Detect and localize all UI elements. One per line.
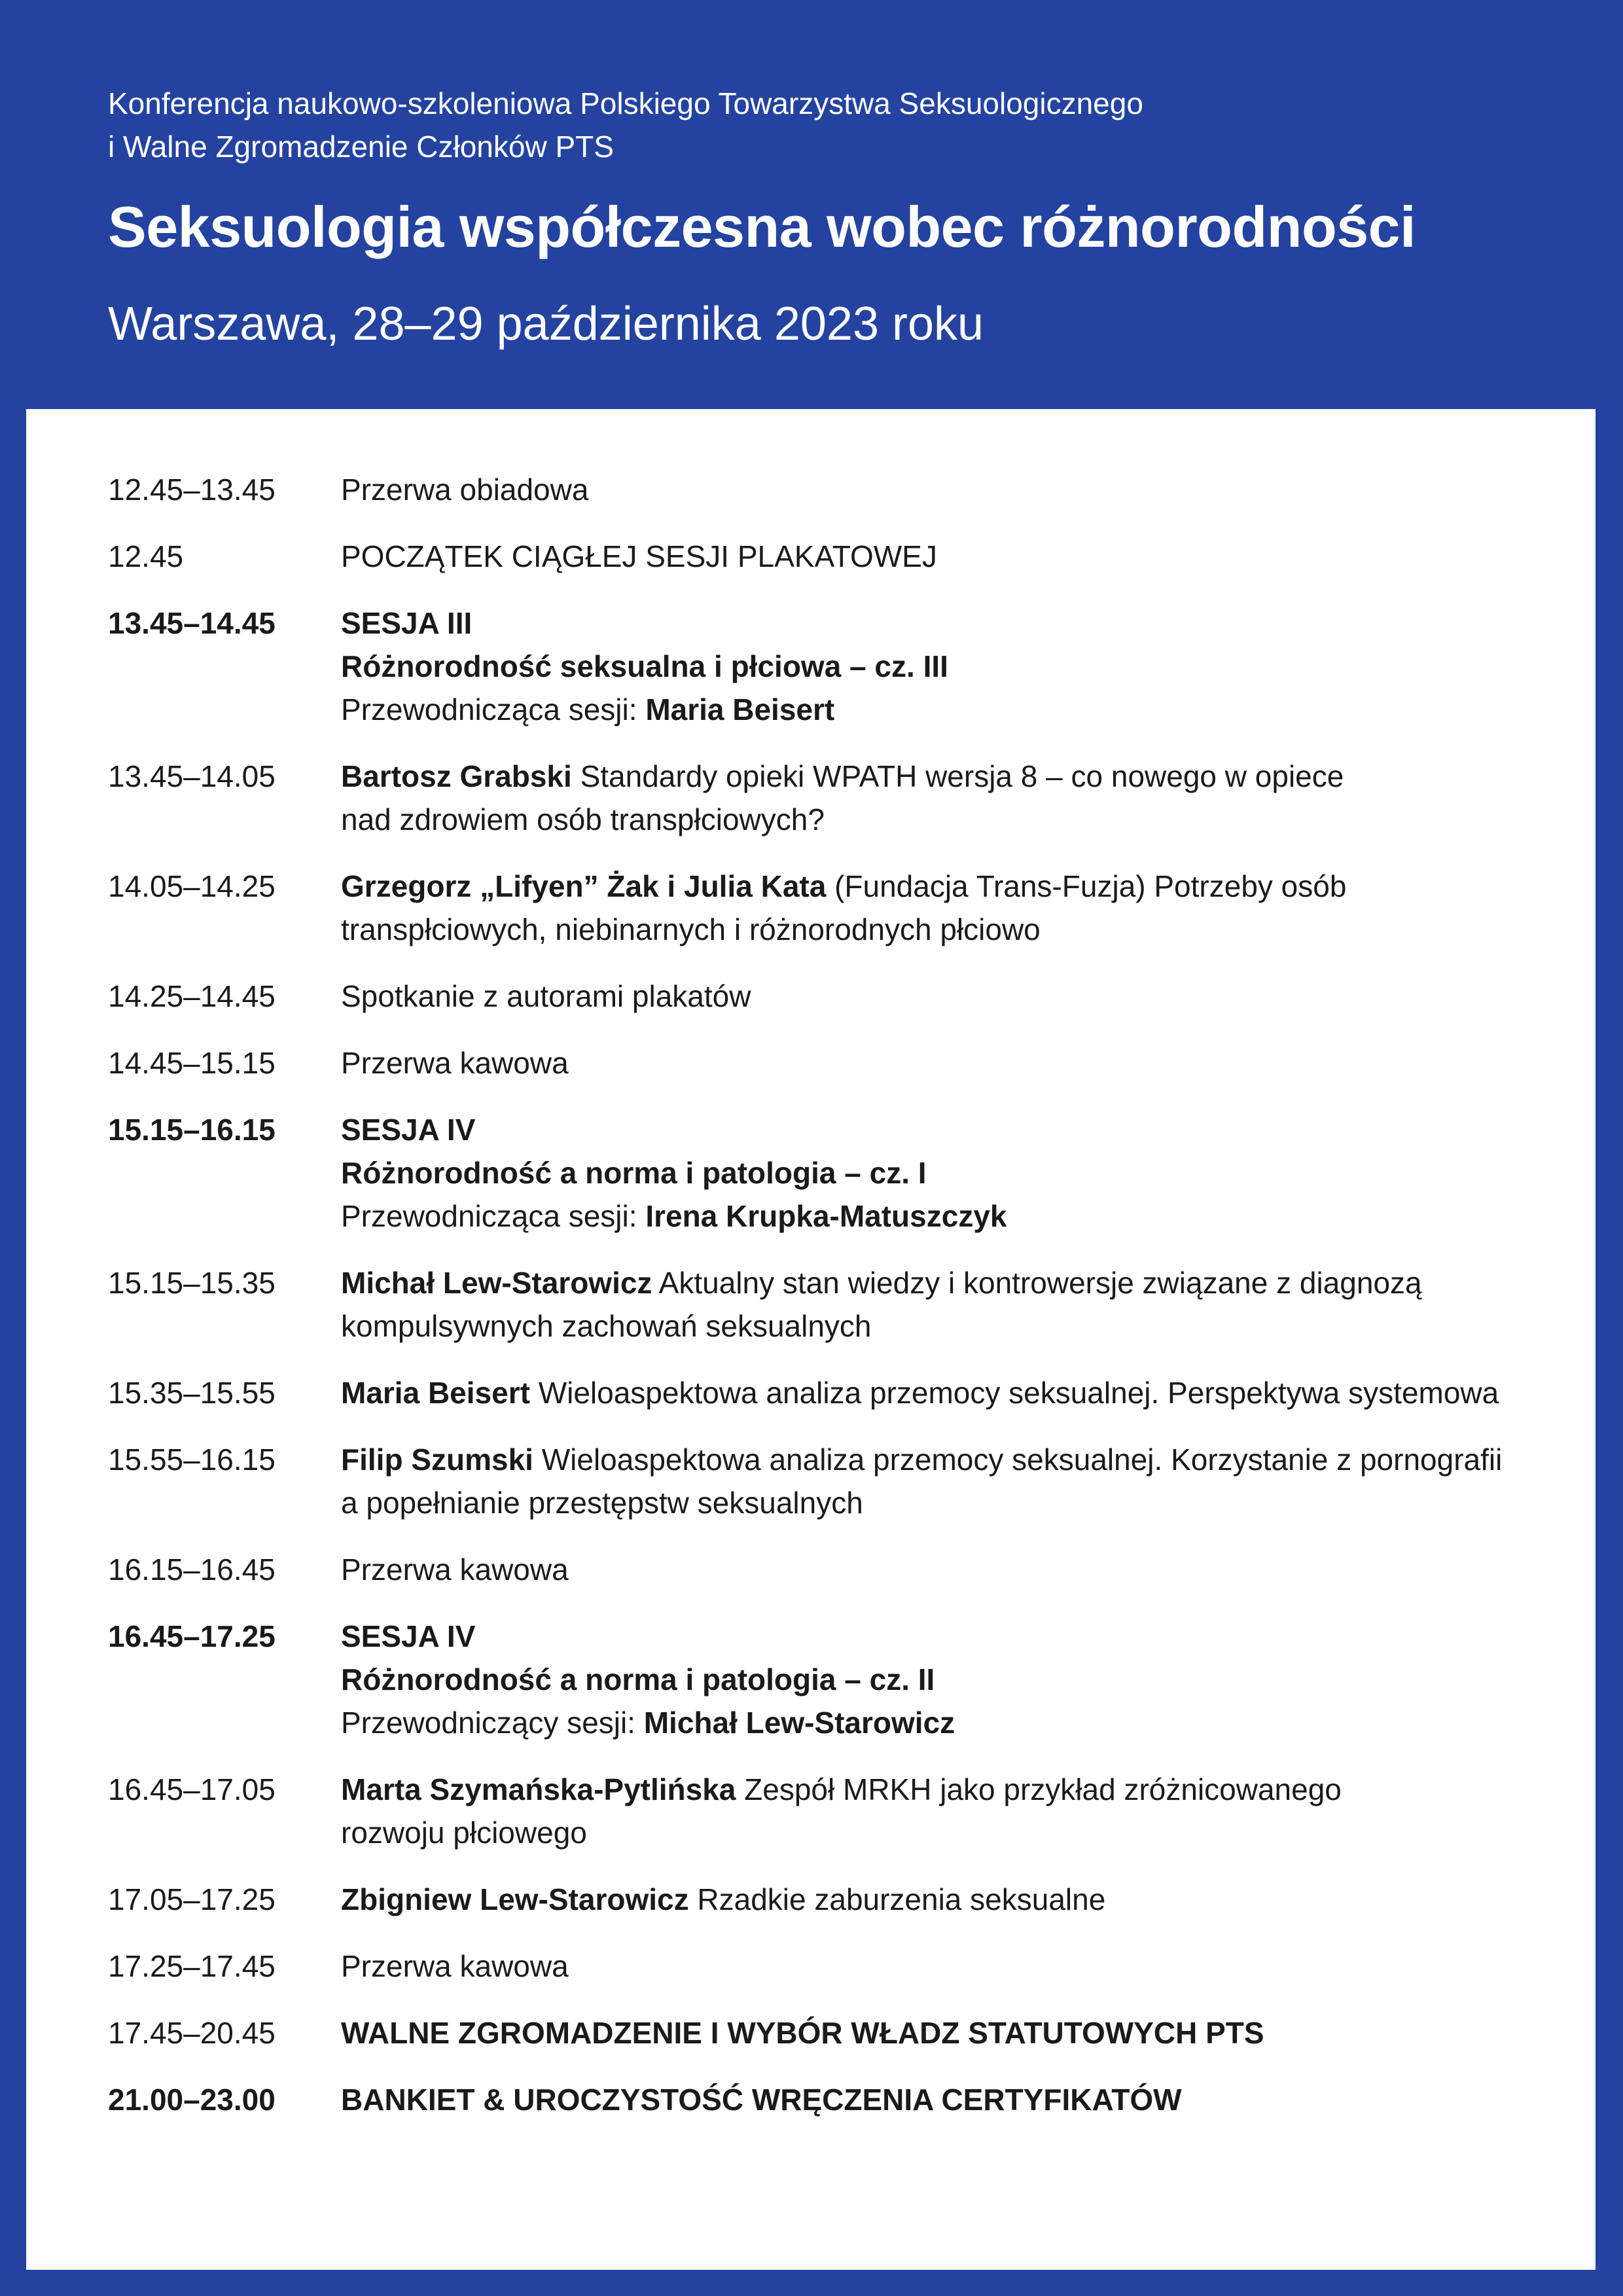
schedule-row xyxy=(108,1768,1548,1854)
schedule-time: 12.45–13.45 xyxy=(108,473,276,507)
schedule-entry xyxy=(341,1768,1548,1854)
schedule-entry-line xyxy=(341,645,1548,688)
conference-title: Seksuologia współczesna wobec różnorodności xyxy=(108,194,1416,259)
schedule-time: 15.35–15.55 xyxy=(108,1376,276,1410)
schedule-entry xyxy=(341,1548,1548,1591)
entry-text: Zespół MRKH jako przykład zróżnicowanego xyxy=(736,1772,1342,1806)
schedule-row xyxy=(108,535,1548,578)
schedule-time: 16.45–17.25 xyxy=(108,1619,276,1653)
schedule-entry xyxy=(341,755,1548,841)
entry-text: kompulsywnych zachowań seksualnych xyxy=(341,1309,872,1343)
entry-text: POCZĄTEK CIĄGŁEJ SESJI PLAKATOWEJ xyxy=(341,539,937,573)
schedule-entry xyxy=(341,865,1548,951)
schedule-entry xyxy=(341,468,1548,511)
schedule-entry xyxy=(341,1945,1548,1988)
entry-text-bold: Michał Lew-Starowicz xyxy=(643,1706,955,1740)
schedule-entry-line xyxy=(341,601,1548,645)
schedule-time: 21.00–23.00 xyxy=(108,2083,276,2117)
entry-text: Przewodnicząca sesji: xyxy=(341,1199,646,1233)
schedule-time: 15.15–16.15 xyxy=(108,1113,276,1147)
schedule-row xyxy=(108,755,1548,841)
subtitle-line-1: Konferencja naukowo-szkoleniowa Polskiego Towarzystwa Seksuologicznego xyxy=(108,86,1143,120)
schedule-entry xyxy=(341,1615,1548,1744)
entry-text: nad zdrowiem osób transpłciowych? xyxy=(341,802,825,836)
entry-text-bold: Michał Lew-Starowicz xyxy=(341,1266,652,1300)
entry-text-bold: Marta Szymańska-Pytlińska xyxy=(341,1772,736,1806)
schedule-entry-line xyxy=(341,2011,1548,2054)
schedule-entry-line xyxy=(341,1151,1548,1194)
schedule-row xyxy=(108,1041,1548,1085)
entry-text: Przerwa obiadowa xyxy=(341,473,589,507)
schedule-entry xyxy=(341,1108,1548,1238)
entry-text-bold: SESJA III xyxy=(341,606,473,640)
entry-text-bold: Maria Beisert xyxy=(341,1376,530,1410)
conference-subtitle xyxy=(108,82,1143,168)
schedule-entry-line xyxy=(341,1194,1548,1238)
entry-text-bold: Maria Beisert xyxy=(645,692,835,726)
schedule-row xyxy=(108,1945,1548,1988)
entry-text-bold: SESJA IV xyxy=(341,1619,476,1653)
schedule-time: 13.45–14.05 xyxy=(108,759,276,793)
entry-text: Przewodnicząca sesji: xyxy=(341,692,646,726)
entry-text: transpłciowych, niebinarnych i różnorodnych płciowo xyxy=(341,912,1041,946)
schedule-entry-line xyxy=(341,1261,1548,1304)
schedule-entry xyxy=(341,2078,1548,2121)
schedule-time: 17.05–17.25 xyxy=(108,1882,276,1916)
schedule-entry xyxy=(341,1878,1548,1921)
entry-text: Przewodniczący sesji: xyxy=(341,1706,644,1740)
schedule-entry-line xyxy=(341,1371,1548,1414)
entry-text: Przerwa kawowa xyxy=(341,1949,569,1983)
schedule-entry xyxy=(341,975,1548,1018)
schedule-entry-line xyxy=(341,975,1548,1018)
schedule-entry xyxy=(341,1041,1548,1085)
schedule-entry xyxy=(341,1261,1548,1348)
conference-place-date: Warszawa, 28–29 października 2023 roku xyxy=(108,298,984,350)
schedule-entry-line xyxy=(341,1658,1548,1701)
schedule-entry-line xyxy=(341,755,1548,798)
entry-text: Przerwa kawowa xyxy=(341,1046,569,1080)
schedule-time: 14.05–14.25 xyxy=(108,869,276,903)
schedule-time: 16.15–16.45 xyxy=(108,1552,276,1587)
schedule-time: 12.45 xyxy=(108,539,184,573)
schedule-entry-line xyxy=(341,1701,1548,1744)
schedule-entry xyxy=(341,535,1548,578)
schedule-row xyxy=(108,2011,1548,2054)
subtitle-line-2: i Walne Zgromadzenie Członków PTS xyxy=(108,130,614,164)
entry-text-bold: Irena Krupka-Matuszczyk xyxy=(645,1199,1007,1233)
schedule-entry-line xyxy=(341,688,1548,731)
schedule-time: 16.45–17.05 xyxy=(108,1772,276,1806)
schedule-entry xyxy=(341,601,1548,731)
schedule-entry-line xyxy=(341,1548,1548,1591)
entry-text: Przerwa kawowa xyxy=(341,1552,569,1587)
schedule-row xyxy=(108,1438,1548,1524)
entry-text-bold: SESJA IV xyxy=(341,1113,476,1147)
entry-text-bold: WALNE ZGROMADZENIE I WYBÓR WŁADZ STATUTOWYCH PTS xyxy=(341,2016,1264,2050)
schedule-row xyxy=(108,1548,1548,1591)
schedule-entry-line xyxy=(341,908,1548,951)
schedule-time: 15.15–15.35 xyxy=(108,1266,276,1300)
schedule-entry xyxy=(341,1371,1548,1414)
schedule-list xyxy=(108,468,1548,2121)
schedule-row xyxy=(108,865,1548,951)
entry-text-bold: Różnorodność a norma i patologia – cz. I xyxy=(341,1156,927,1190)
schedule-entry-line xyxy=(341,1108,1548,1151)
schedule-row xyxy=(108,601,1548,731)
schedule-row xyxy=(108,2078,1548,2121)
schedule-row xyxy=(108,1615,1548,1744)
entry-text-bold: BANKIET & UROCZYSTOŚĆ WRĘCZENIA CERTYFIKATÓW xyxy=(341,2083,1182,2117)
schedule-entry-line xyxy=(341,1878,1548,1921)
entry-text: a popełnianie przestępstw seksualnych xyxy=(341,1486,863,1520)
schedule-row xyxy=(108,1878,1548,1921)
schedule-entry-line xyxy=(341,535,1548,578)
schedule-entry-line xyxy=(341,1438,1548,1481)
schedule-time: 15.55–16.15 xyxy=(108,1443,276,1477)
header xyxy=(0,0,1623,409)
entry-text: Aktualny stan wiedzy i kontrowersje związane z diagnozą xyxy=(652,1266,1422,1300)
entry-text: rozwoju płciowego xyxy=(341,1816,587,1850)
schedule-entry-line xyxy=(341,1615,1548,1658)
schedule-entry-line xyxy=(341,1481,1548,1524)
entry-text-bold: Filip Szumski xyxy=(341,1443,533,1477)
schedule-entry-line xyxy=(341,2078,1548,2121)
schedule-time: 14.45–15.15 xyxy=(108,1046,276,1080)
schedule-row xyxy=(108,1108,1548,1238)
entry-text: Rzadkie zaburzenia seksualne xyxy=(688,1882,1106,1916)
entry-text: Standardy opieki WPATH wersja 8 – co nowego w opiece xyxy=(571,759,1344,793)
schedule-entry xyxy=(341,1438,1548,1524)
schedule-entry-line xyxy=(341,1945,1548,1988)
schedule-entry-line xyxy=(341,1304,1548,1348)
entry-text-bold: Różnorodność a norma i patologia – cz. II xyxy=(341,1662,935,1696)
entry-text-bold: Różnorodność seksualna i płciowa – cz. III xyxy=(341,649,948,683)
schedule-entry-line xyxy=(341,1041,1548,1085)
entry-text-bold: Grzegorz „Lifyen” Żak i Julia Kata xyxy=(341,869,827,903)
entry-text-bold: Zbigniew Lew-Starowicz xyxy=(341,1882,689,1916)
schedule-entry-line xyxy=(341,1811,1548,1854)
schedule-entry xyxy=(341,2011,1548,2054)
schedule-entry-line xyxy=(341,1768,1548,1811)
schedule-time: 17.45–20.45 xyxy=(108,2016,276,2050)
schedule-time: 14.25–14.45 xyxy=(108,979,276,1013)
schedule-time: 13.45–14.45 xyxy=(108,606,276,640)
schedule-time: 17.25–17.45 xyxy=(108,1949,276,1983)
schedule-entry-line xyxy=(341,865,1548,908)
schedule-row xyxy=(108,1371,1548,1414)
schedule-row xyxy=(108,975,1548,1018)
entry-text: Wieloaspektowa analiza przemocy seksualnej. Perspektywa systemowa xyxy=(529,1376,1499,1410)
entry-text: Wieloaspektowa analiza przemocy seksualnej. Korzystanie z pornografii xyxy=(533,1443,1503,1477)
entry-text: Spotkanie z autorami plakatów xyxy=(341,979,751,1013)
schedule-row xyxy=(108,468,1548,511)
schedule-panel xyxy=(26,409,1596,2270)
schedule-entry-line xyxy=(341,798,1548,841)
entry-text-bold: Bartosz Grabski xyxy=(341,759,572,793)
schedule-entry-line xyxy=(341,468,1548,511)
schedule-row xyxy=(108,1261,1548,1348)
entry-text: (Fundacja Trans-Fuzja) Potrzeby osób xyxy=(826,869,1347,903)
